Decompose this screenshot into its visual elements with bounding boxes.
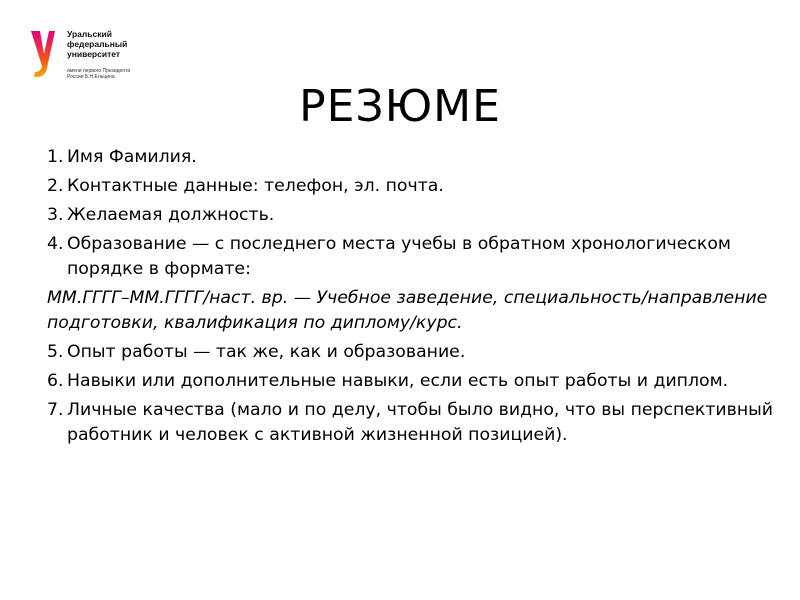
urfu-logo-icon: [27, 28, 61, 80]
list-item: [47, 203, 777, 228]
logo-line: Уральский: [67, 29, 112, 39]
logo-line: федеральный: [67, 39, 128, 49]
list-item: [47, 340, 777, 365]
list-item-text: Опыт работы — так же, как и образование.: [67, 342, 466, 362]
list-item: [47, 369, 777, 394]
list-item-number: 1.: [47, 147, 64, 167]
list-item: [47, 398, 777, 448]
list-item-text: Навыки или дополнительные навыки, если есть опыт работы и диплом.: [67, 371, 729, 391]
list-item: [47, 232, 777, 282]
list-item: [47, 174, 777, 199]
format-rest: — Учебное заведение, специальность/направление подготовки, квалификация по диплому/курс.: [47, 288, 768, 333]
list-item-text: Контактные данные: телефон, эл. почта.: [67, 176, 444, 196]
education-format-line: [47, 286, 777, 336]
logo-line: университет: [67, 49, 121, 59]
list-item-number: 3.: [47, 205, 64, 225]
format-dates: ММ.ГГГГ–ММ.ГГГГ/наст. вр.: [47, 288, 289, 308]
list-item-text: Желаемая должность.: [67, 205, 275, 225]
list-item-text: Личные качества (мало и по делу, чтобы было видно, что вы перспективный работник и человек с активной жизненной позицией).: [67, 400, 773, 445]
list-item: [47, 145, 777, 170]
list-item-number: 7.: [47, 400, 64, 420]
resume-list: [47, 145, 777, 448]
list-item-number: 5.: [47, 342, 64, 362]
university-logo: [27, 28, 147, 84]
list-item-number: 4.: [47, 234, 64, 254]
list-item-text: Образование — с последнего места учебы в обратном хронологическом порядке в формате:: [67, 234, 731, 279]
slide-title: РЕЗЮМЕ: [299, 81, 501, 133]
logo-subtitle: имени первого Президента России Б.Н.Ельцина: [67, 68, 131, 80]
list-item-text: Имя Фамилия.: [67, 147, 197, 167]
logo-text: [67, 29, 127, 59]
list-item-number: 6.: [47, 371, 64, 391]
list-item-number: 2.: [47, 176, 64, 196]
